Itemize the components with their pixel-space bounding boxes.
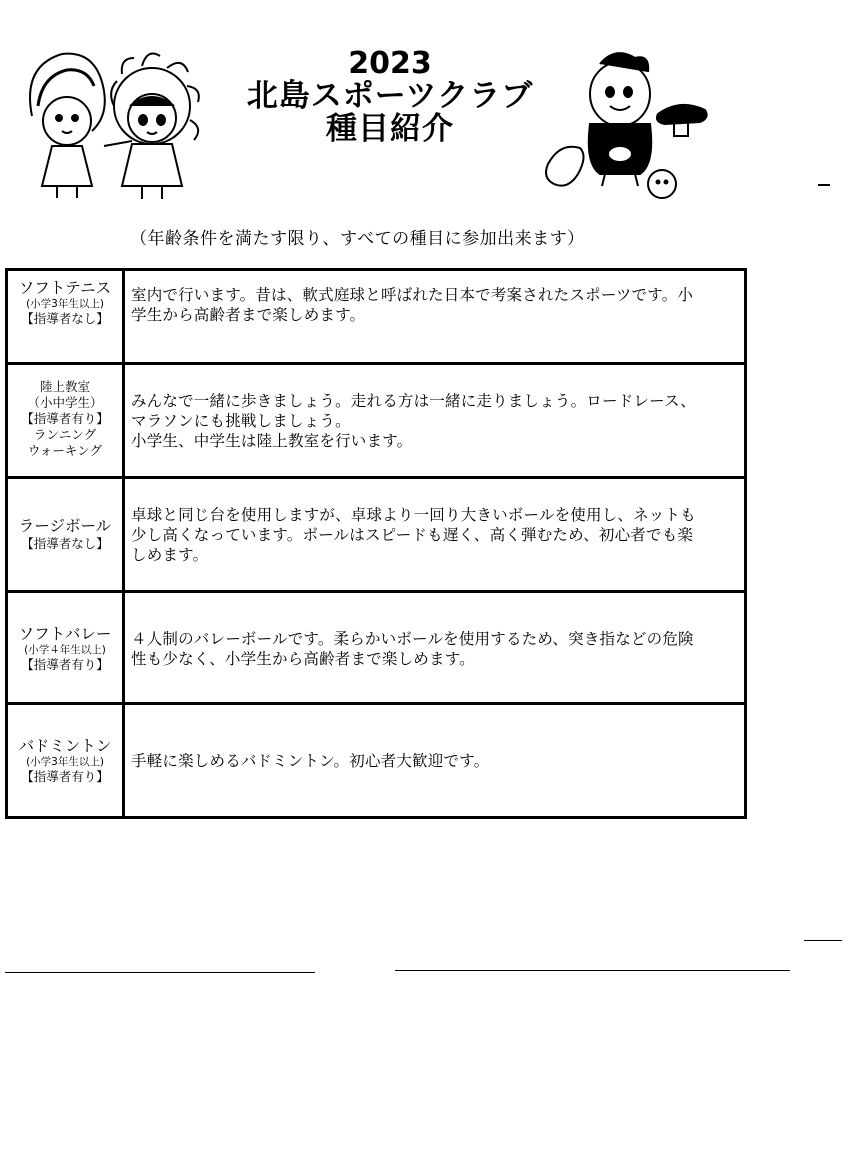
title-year: 2023 bbox=[348, 46, 432, 81]
description-line: マラソンにも挑戦しましょう。 bbox=[131, 412, 351, 430]
table-row bbox=[7, 364, 746, 478]
sport-name-cell bbox=[7, 704, 124, 818]
activity-note: ランニング bbox=[33, 427, 97, 442]
sport-name-cell bbox=[7, 364, 124, 478]
description-line: 小学生、中学生は陸上教室を行います。 bbox=[131, 432, 413, 450]
sport-name-cell bbox=[7, 270, 124, 364]
table-row bbox=[7, 704, 746, 818]
description-line: 卓球と同じ台を使用しますが、卓球より一回り大きいボールを使用し、ネットも bbox=[131, 506, 696, 524]
activity-note: ウォーキング bbox=[27, 443, 103, 458]
table-row bbox=[7, 270, 746, 364]
description-line: しめます。 bbox=[131, 546, 209, 564]
mascot-character-illustration bbox=[540, 44, 720, 214]
sport-description bbox=[124, 478, 746, 592]
instructor-note: 【指導者なし】 bbox=[21, 536, 109, 551]
instructor-note: 【指導者有り】 bbox=[21, 769, 109, 784]
title-club-name: 北島スポーツクラブ bbox=[246, 78, 534, 114]
sport-name: 陸上教室 bbox=[39, 379, 90, 394]
sport-description bbox=[124, 364, 746, 478]
mascot-girls-illustration bbox=[12, 36, 212, 206]
sport-name: バドミントン bbox=[18, 737, 112, 755]
age-requirement: （小中学生） bbox=[27, 395, 103, 410]
sport-name: ソフトバレー bbox=[18, 625, 112, 643]
description-line: 学生から高齢者まで楽しめます。 bbox=[131, 306, 366, 324]
age-requirement: (小学3年生以上) bbox=[26, 756, 104, 768]
title-block bbox=[230, 48, 550, 146]
participation-note: （年齢条件を満たす限り、すべての種目に参加出来ます） bbox=[130, 229, 585, 249]
sport-name: ソフトテニス bbox=[18, 279, 112, 297]
description-line: 性も少なく、小学生から高齢者まで楽しめます。 bbox=[131, 650, 475, 668]
table-row bbox=[7, 478, 746, 592]
description-line: みんなで一緒に歩きましょう。走れる方は一緒に走りましょう。ロードレース、 bbox=[131, 392, 696, 410]
description-line: ４人制のバレーボールです。柔らかいボールを使用するため、突き指などの危険 bbox=[131, 630, 694, 648]
age-requirement: (小学４年生以上) bbox=[24, 644, 106, 656]
scan-artifact bbox=[818, 184, 830, 186]
sport-name-cell bbox=[7, 592, 124, 704]
instructor-note: 【指導者なし】 bbox=[21, 311, 109, 326]
sport-description bbox=[124, 270, 746, 364]
age-requirement: (小学3年生以上) bbox=[26, 298, 104, 310]
description-line: 室内で行います。昔は、軟式庭球と呼ばれた日本で考案されたスポーツです。小 bbox=[131, 286, 694, 304]
scan-artifact bbox=[395, 970, 790, 971]
sport-name-cell bbox=[7, 478, 124, 592]
title-event-intro: 種目紹介 bbox=[326, 111, 454, 147]
instructor-note: 【指導者有り】 bbox=[21, 657, 109, 672]
sport-description bbox=[124, 704, 746, 818]
description-line: 少し高くなっています。ボールはスピードも遅く、高く弾むため、初心者でも楽 bbox=[131, 526, 694, 544]
sport-name: ラージボール bbox=[18, 517, 112, 535]
table-row bbox=[7, 592, 746, 704]
sport-description bbox=[124, 592, 746, 704]
instructor-note: 【指導者有り】 bbox=[21, 411, 109, 426]
description-line: 手軽に楽しめるバドミントン。初心者大歓迎です。 bbox=[131, 752, 490, 770]
scan-artifact bbox=[5, 972, 315, 973]
scan-artifact bbox=[804, 940, 842, 941]
sports-table bbox=[5, 268, 747, 819]
